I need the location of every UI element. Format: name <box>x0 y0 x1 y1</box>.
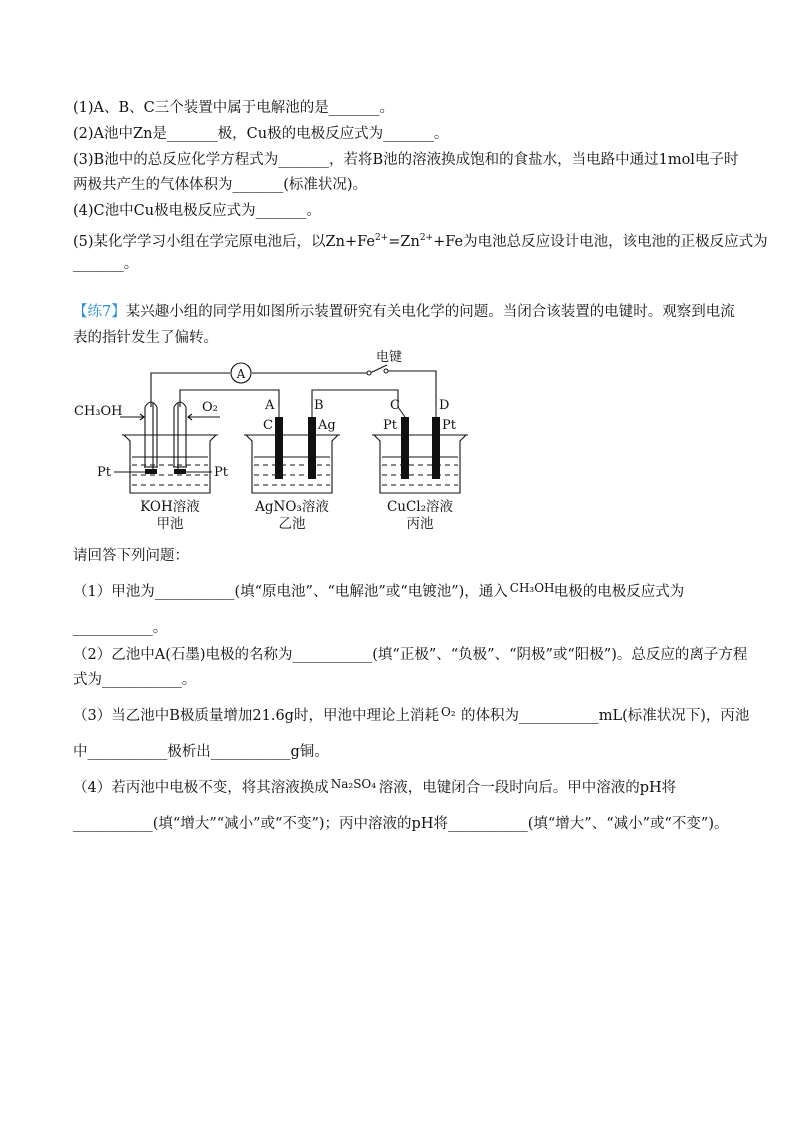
electrode-d <box>432 417 440 479</box>
ammeter-label: A <box>236 367 246 381</box>
sub-question-3-line1: （3）当乙池中B极质量增加21.6g时，甲池中理论上消耗 O₂ 的体积为___________mL(标准状况下)，丙池 <box>73 706 749 726</box>
sub-question-4-line1: （4）若丙池中电极不变，将其溶液换成 Na₂SO₄ 溶液，电键闭合一段时向后。甲中溶液的pH将 <box>73 778 676 798</box>
beaker-bing <box>372 435 468 493</box>
electrode-d-label: D <box>439 398 450 413</box>
electrode-c <box>401 417 409 479</box>
sub-question-1-line1: （1）甲池为___________(填“原电池”、“电解池”或“电镀池”)，通入 CH₃OH 电极的电极反应式为 <box>73 582 684 602</box>
question-3-line2: 两极共产生的气体体积为_______(标准状况)。 <box>73 177 368 193</box>
electrode-b-material: Ag <box>318 418 336 433</box>
electrode-a <box>275 417 283 479</box>
sub-question-2-line1: （2）乙池中A(石墨)电极的名称为___________(填“正极”、“负极”、“阴极”或“阳极”)。总反应的离子方程 <box>73 647 748 663</box>
pt-right-label: Pt <box>214 465 228 480</box>
electrode-a-material: C <box>263 418 273 433</box>
cell-name-jia: 甲池 <box>156 516 184 532</box>
sub-question-1-line2: ___________。 <box>73 620 168 636</box>
electrode-a-label: A <box>265 398 275 413</box>
cell-name-bing: 丙池 <box>406 516 434 532</box>
ch3oh-label: CH₃OH <box>74 404 123 419</box>
question-5-line2: _______。 <box>73 256 139 272</box>
question-5-line1: (5)某化学学习小组在学完原电池后，以$Zn+Fe^{2+}=Zn^{2+}+Fe$为电池总反应设计电池，该电池的正极反应式为 <box>73 233 768 250</box>
sub-question-4-line2: ___________(填“增大”“减小”或“不变”)；丙中溶液的pH将___________(填“增大”、“减小”或“不变”)。 <box>73 816 729 832</box>
o2-label: O₂ <box>202 400 218 415</box>
electrode-d-material: Pt <box>442 418 456 433</box>
solution-bing: CuCl₂溶液 <box>386 499 454 515</box>
question-2: (2)A池中Zn是_______极，Cu极的电极反应式为_______。 <box>73 126 449 142</box>
question-3-line1: (3)B池中的总反应化学方程式为_______，若将B池的溶液换成饱和的食盐水，当电路中通过1mol电子时 <box>73 152 739 168</box>
beaker-jia <box>114 402 220 493</box>
electrode-b <box>308 417 316 479</box>
na2so4-formula: Na₂SO₄ <box>330 777 377 791</box>
question-1: (1)A、B、C三个装置中属于电解池的是_______。 <box>73 100 395 116</box>
electrode-c-material: Pt <box>383 418 397 433</box>
sub-question-3-line2: 中___________极析出___________g铜。 <box>73 744 329 760</box>
electrode-b-label: B <box>314 398 324 413</box>
practice-tag: 【练7】 <box>73 304 126 320</box>
solution-yi: AgNO₃溶液 <box>255 499 329 515</box>
switch-label: 电键 <box>376 350 403 365</box>
answer-prompt: 请回答下列问题： <box>73 548 189 564</box>
pt-left-label: Pt <box>97 465 111 480</box>
electrode-c-label: C <box>390 398 400 413</box>
sub-question-2-line2: 式为___________。 <box>73 672 197 688</box>
question-4: (4)C池中Cu极电极反应式为_______。 <box>73 203 321 219</box>
ch3oh-formula: CH₃OH <box>509 581 555 595</box>
electrochem-diagram <box>60 345 480 535</box>
cell-name-yi: 乙池 <box>278 516 306 532</box>
beaker-yi <box>244 435 340 493</box>
practice-intro-line2: 表的指针发生了偏转。 <box>73 330 218 346</box>
practice-intro-line1: 【练7】某兴趣小组的同学用如图所示装置研究有关电化学的问题。当闭合该装置的电键时。观察到电流 <box>73 304 735 320</box>
solution-jia: KOH溶液 <box>140 499 200 515</box>
o2-formula: O₂ <box>440 705 456 719</box>
